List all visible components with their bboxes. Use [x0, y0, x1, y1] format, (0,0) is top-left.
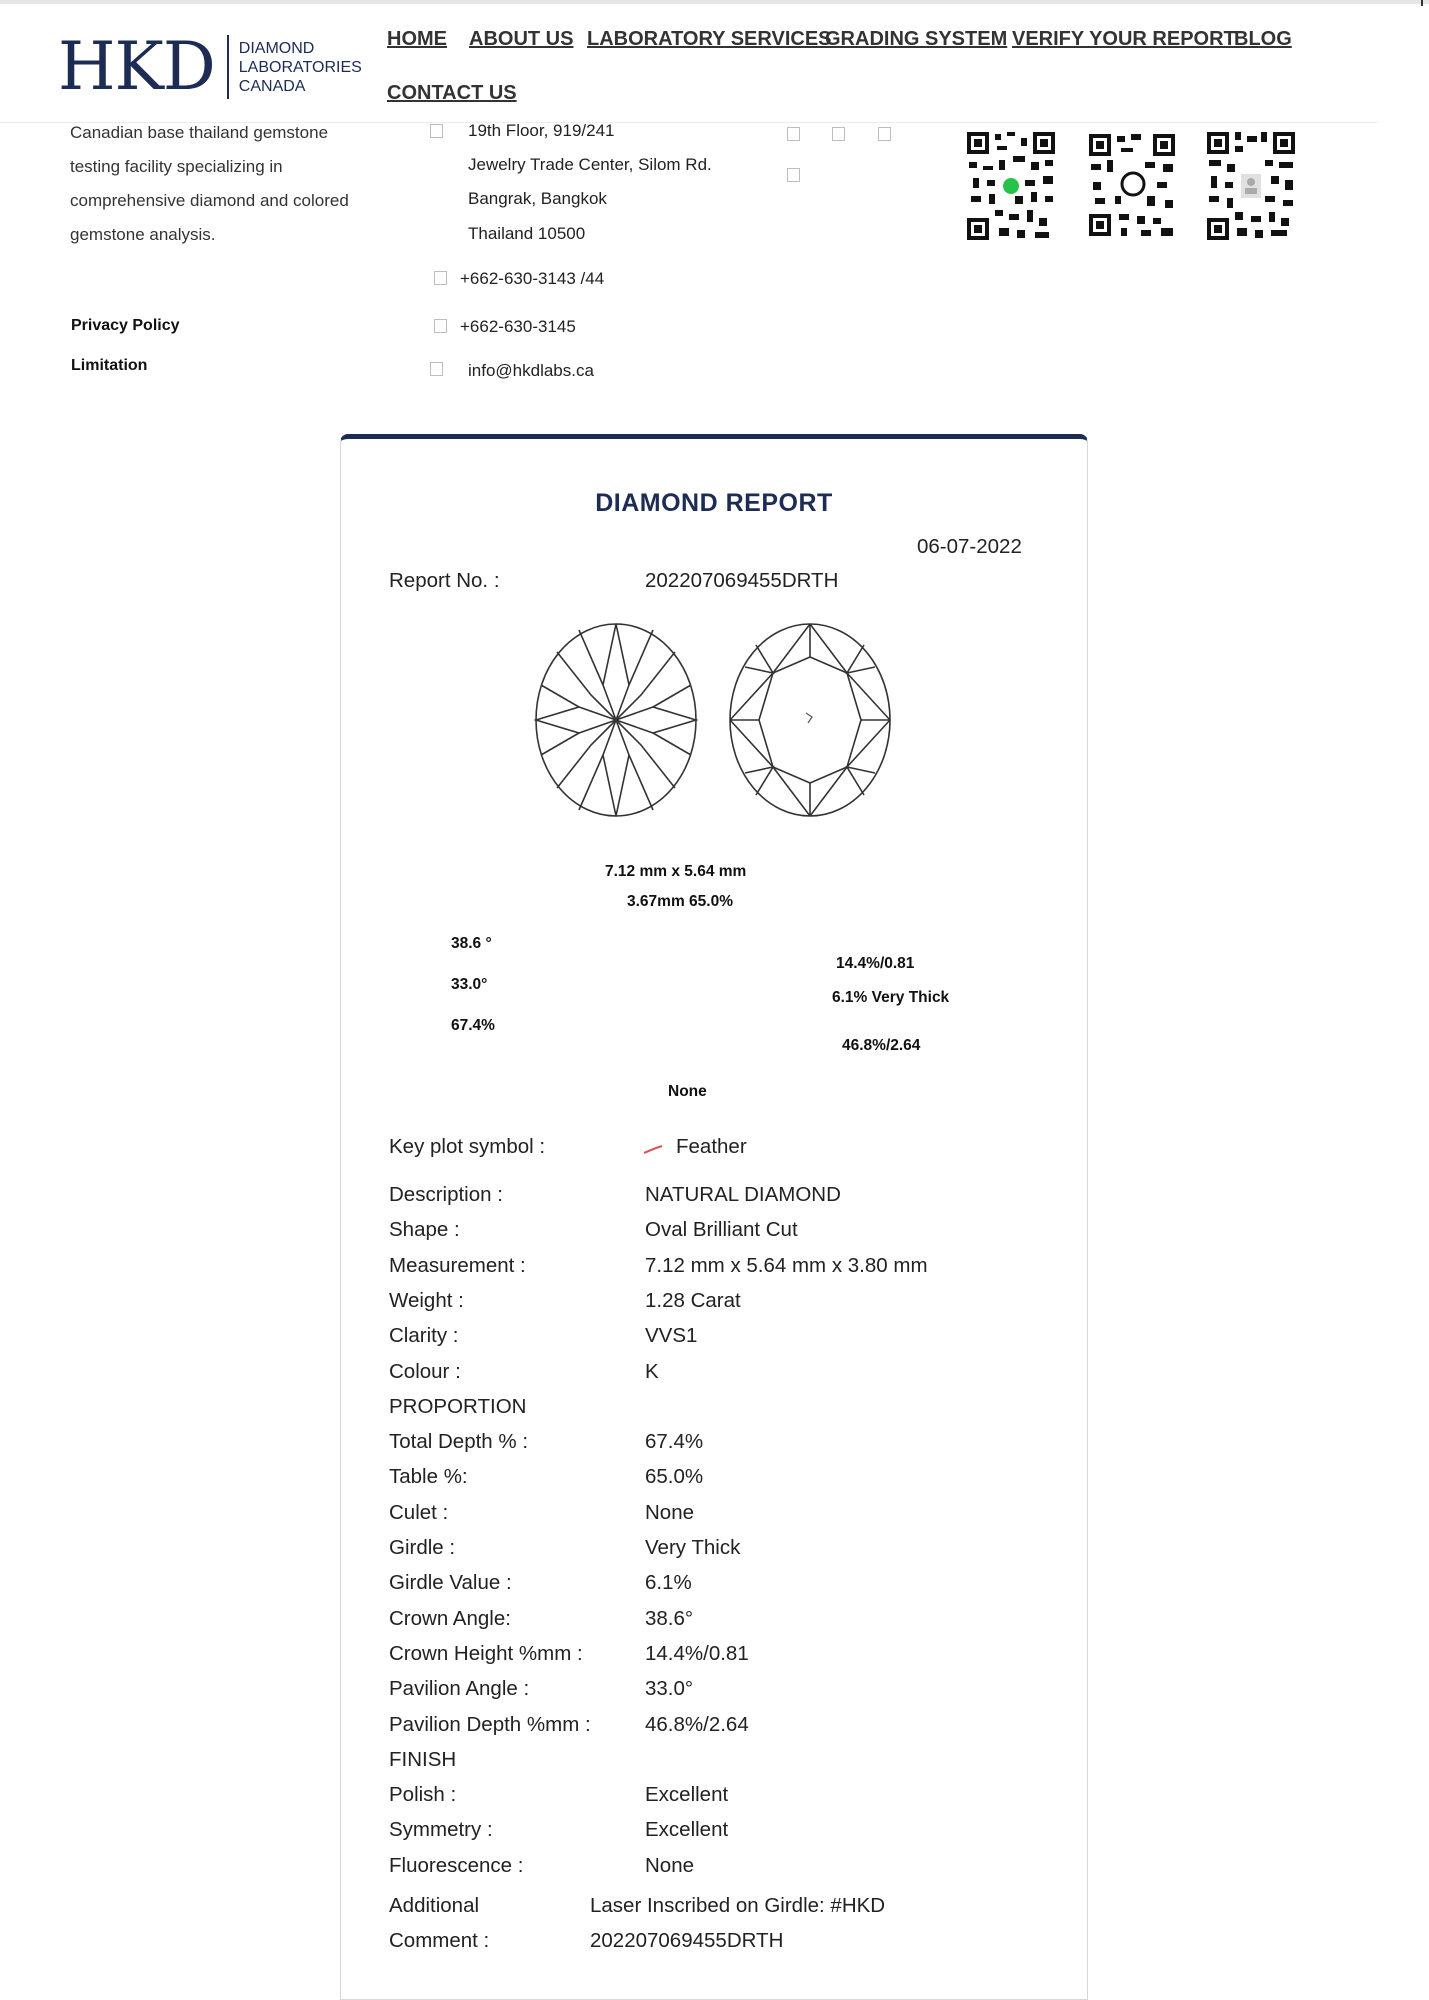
- about-line: testing facility specializing in: [70, 157, 283, 176]
- field-label: Colour :: [389, 1360, 461, 1383]
- field-value: 65.0%: [645, 1465, 704, 1488]
- field-label: Description :: [389, 1183, 503, 1206]
- diamond-plot-diagram: [531, 615, 901, 825]
- limitation-link[interactable]: Limitation: [71, 357, 148, 374]
- diagram-crown-angle: 38.6 °: [451, 935, 492, 952]
- field-value: NATURAL DIAMOND: [645, 1183, 841, 1206]
- nav-contact-us[interactable]: CONTACT US: [387, 82, 517, 104]
- keyplot-value: Feather: [676, 1135, 747, 1158]
- field-value: Excellent: [645, 1818, 729, 1841]
- report-date: 06-07-2022: [917, 535, 1022, 558]
- field-value: K: [645, 1360, 659, 1383]
- diagram-girdle: 6.1% Very Thick: [832, 989, 950, 1006]
- field-value: None: [645, 1854, 695, 1877]
- about-text: [70, 116, 390, 252]
- site-header: [0, 4, 1378, 123]
- field-label: Shape :: [389, 1218, 460, 1241]
- nav-home[interactable]: HOME: [387, 28, 447, 50]
- field-label: PROPORTION: [389, 1395, 527, 1418]
- nav-grading-system[interactable]: GRADING SYSTEM: [825, 28, 1008, 50]
- field-value: 14.4%/0.81: [645, 1642, 749, 1665]
- diagram-culet: None: [668, 1083, 707, 1100]
- phone-2[interactable]: +662-630-3145: [460, 317, 576, 336]
- diagram-pavilion-angle: 33.0°: [451, 976, 488, 993]
- wechat-qr-code[interactable]: [1205, 130, 1297, 242]
- fax-icon: [434, 319, 447, 333]
- report-number-label: Report No. :: [389, 569, 500, 592]
- field-label: Measurement :: [389, 1254, 526, 1277]
- line-qr-code[interactable]: [965, 130, 1057, 242]
- field-label: Table %:: [389, 1465, 468, 1488]
- additional-value: Laser Inscribed on Girdle: #HKD: [590, 1894, 886, 1917]
- field-value: VVS1: [645, 1324, 698, 1347]
- field-value: 6.1%: [645, 1571, 692, 1594]
- diagram-total-depth: 67.4%: [451, 1017, 495, 1034]
- logo-mark: HKD: [58, 28, 215, 105]
- field-label: Weight :: [389, 1289, 464, 1312]
- email-link[interactable]: info@hkdlabs.ca: [468, 361, 594, 380]
- field-label: Pavilion Depth %mm :: [389, 1713, 591, 1736]
- nav-verify-your-report[interactable]: VERIFY YOUR REPORT: [1012, 28, 1236, 50]
- about-line: Canadian base thailand gemstone: [70, 123, 329, 142]
- field-value: Excellent: [645, 1783, 729, 1806]
- field-value: 1.28 Carat: [645, 1289, 741, 1312]
- field-label: Crown Angle:: [389, 1607, 511, 1630]
- field-label: Fluorescence :: [389, 1854, 524, 1877]
- field-value: Very Thick: [645, 1536, 741, 1559]
- field-label: Girdle :: [389, 1536, 456, 1559]
- field-label: FINISH: [389, 1748, 457, 1771]
- whatsapp-qr-code[interactable]: [1087, 130, 1179, 242]
- diamond-report-card: [340, 434, 1088, 2000]
- logo-line: LABORATORIES: [238, 58, 362, 76]
- field-value: 38.6°: [645, 1607, 694, 1630]
- field-value: Oval Brilliant Cut: [645, 1218, 798, 1241]
- phone-icon: [434, 271, 447, 285]
- address-line: Bangrak, Bangkok: [468, 189, 607, 208]
- field-value: 7.12 mm x 5.64 mm x 3.80 mm: [645, 1254, 928, 1277]
- phone-1[interactable]: +662-630-3143 /44: [460, 269, 605, 288]
- line-icon[interactable]: [832, 127, 845, 141]
- privacy-policy-link[interactable]: Privacy Policy: [71, 317, 180, 334]
- facebook-icon[interactable]: [787, 127, 800, 141]
- field-value: 33.0°: [645, 1677, 694, 1700]
- field-label: Symmetry :: [389, 1818, 493, 1841]
- whatsapp-icon[interactable]: [787, 168, 800, 182]
- logo-line: DIAMOND: [238, 39, 315, 57]
- field-label: Clarity :: [389, 1324, 459, 1347]
- crown-view: [730, 624, 890, 816]
- field-value: None: [645, 1501, 695, 1524]
- keyplot-label: Key plot symbol :: [389, 1135, 546, 1158]
- nav-about-us[interactable]: ABOUT US: [469, 28, 574, 50]
- location-icon: [430, 124, 443, 138]
- logo-divider: [227, 35, 229, 99]
- address-line: Jewelry Trade Center, Silom Rd.: [468, 155, 712, 174]
- logo-line: CANADA: [238, 77, 306, 95]
- nav-blog[interactable]: BLOG: [1234, 28, 1292, 50]
- logo-text: [239, 39, 362, 96]
- feather-icon: [643, 1145, 663, 1155]
- field-label: Polish :: [389, 1783, 457, 1806]
- report-number: 202207069455DRTH: [645, 569, 839, 592]
- diagram-depth-table: 3.67mm 65.0%: [627, 893, 733, 910]
- field-label: Girdle Value :: [389, 1571, 512, 1594]
- instagram-icon[interactable]: [878, 127, 891, 141]
- email-icon: [430, 362, 443, 376]
- field-label: Crown Height %mm :: [389, 1642, 583, 1665]
- scroll-marker: [1421, 0, 1423, 6]
- address-line: 19th Floor, 919/241: [468, 121, 615, 140]
- field-label: Culet :: [389, 1501, 449, 1524]
- comment-label: Comment :: [389, 1929, 490, 1952]
- additional-label: Additional: [389, 1894, 480, 1917]
- pavilion-view: [536, 624, 696, 816]
- field-label: Pavilion Angle :: [389, 1677, 530, 1700]
- report-title: DIAMOND REPORT: [595, 489, 833, 517]
- field-value: 46.8%/2.64: [645, 1713, 749, 1736]
- field-label: Total Depth % :: [389, 1430, 529, 1453]
- about-line: gemstone analysis.: [70, 225, 216, 244]
- about-line: comprehensive diamond and colored: [70, 191, 349, 210]
- nav-laboratory-services[interactable]: LABORATORY SERVICES: [587, 28, 832, 50]
- diagram-pavilion-depth: 46.8%/2.64: [842, 1037, 921, 1054]
- diagram-crown-height: 14.4%/0.81: [836, 955, 915, 972]
- site-logo[interactable]: [58, 28, 362, 105]
- field-value: 67.4%: [645, 1430, 704, 1453]
- diagram-dimensions: 7.12 mm x 5.64 mm: [605, 863, 747, 880]
- address-line: Thailand 10500: [468, 224, 586, 243]
- comment-value: 202207069455DRTH: [590, 1929, 784, 1952]
